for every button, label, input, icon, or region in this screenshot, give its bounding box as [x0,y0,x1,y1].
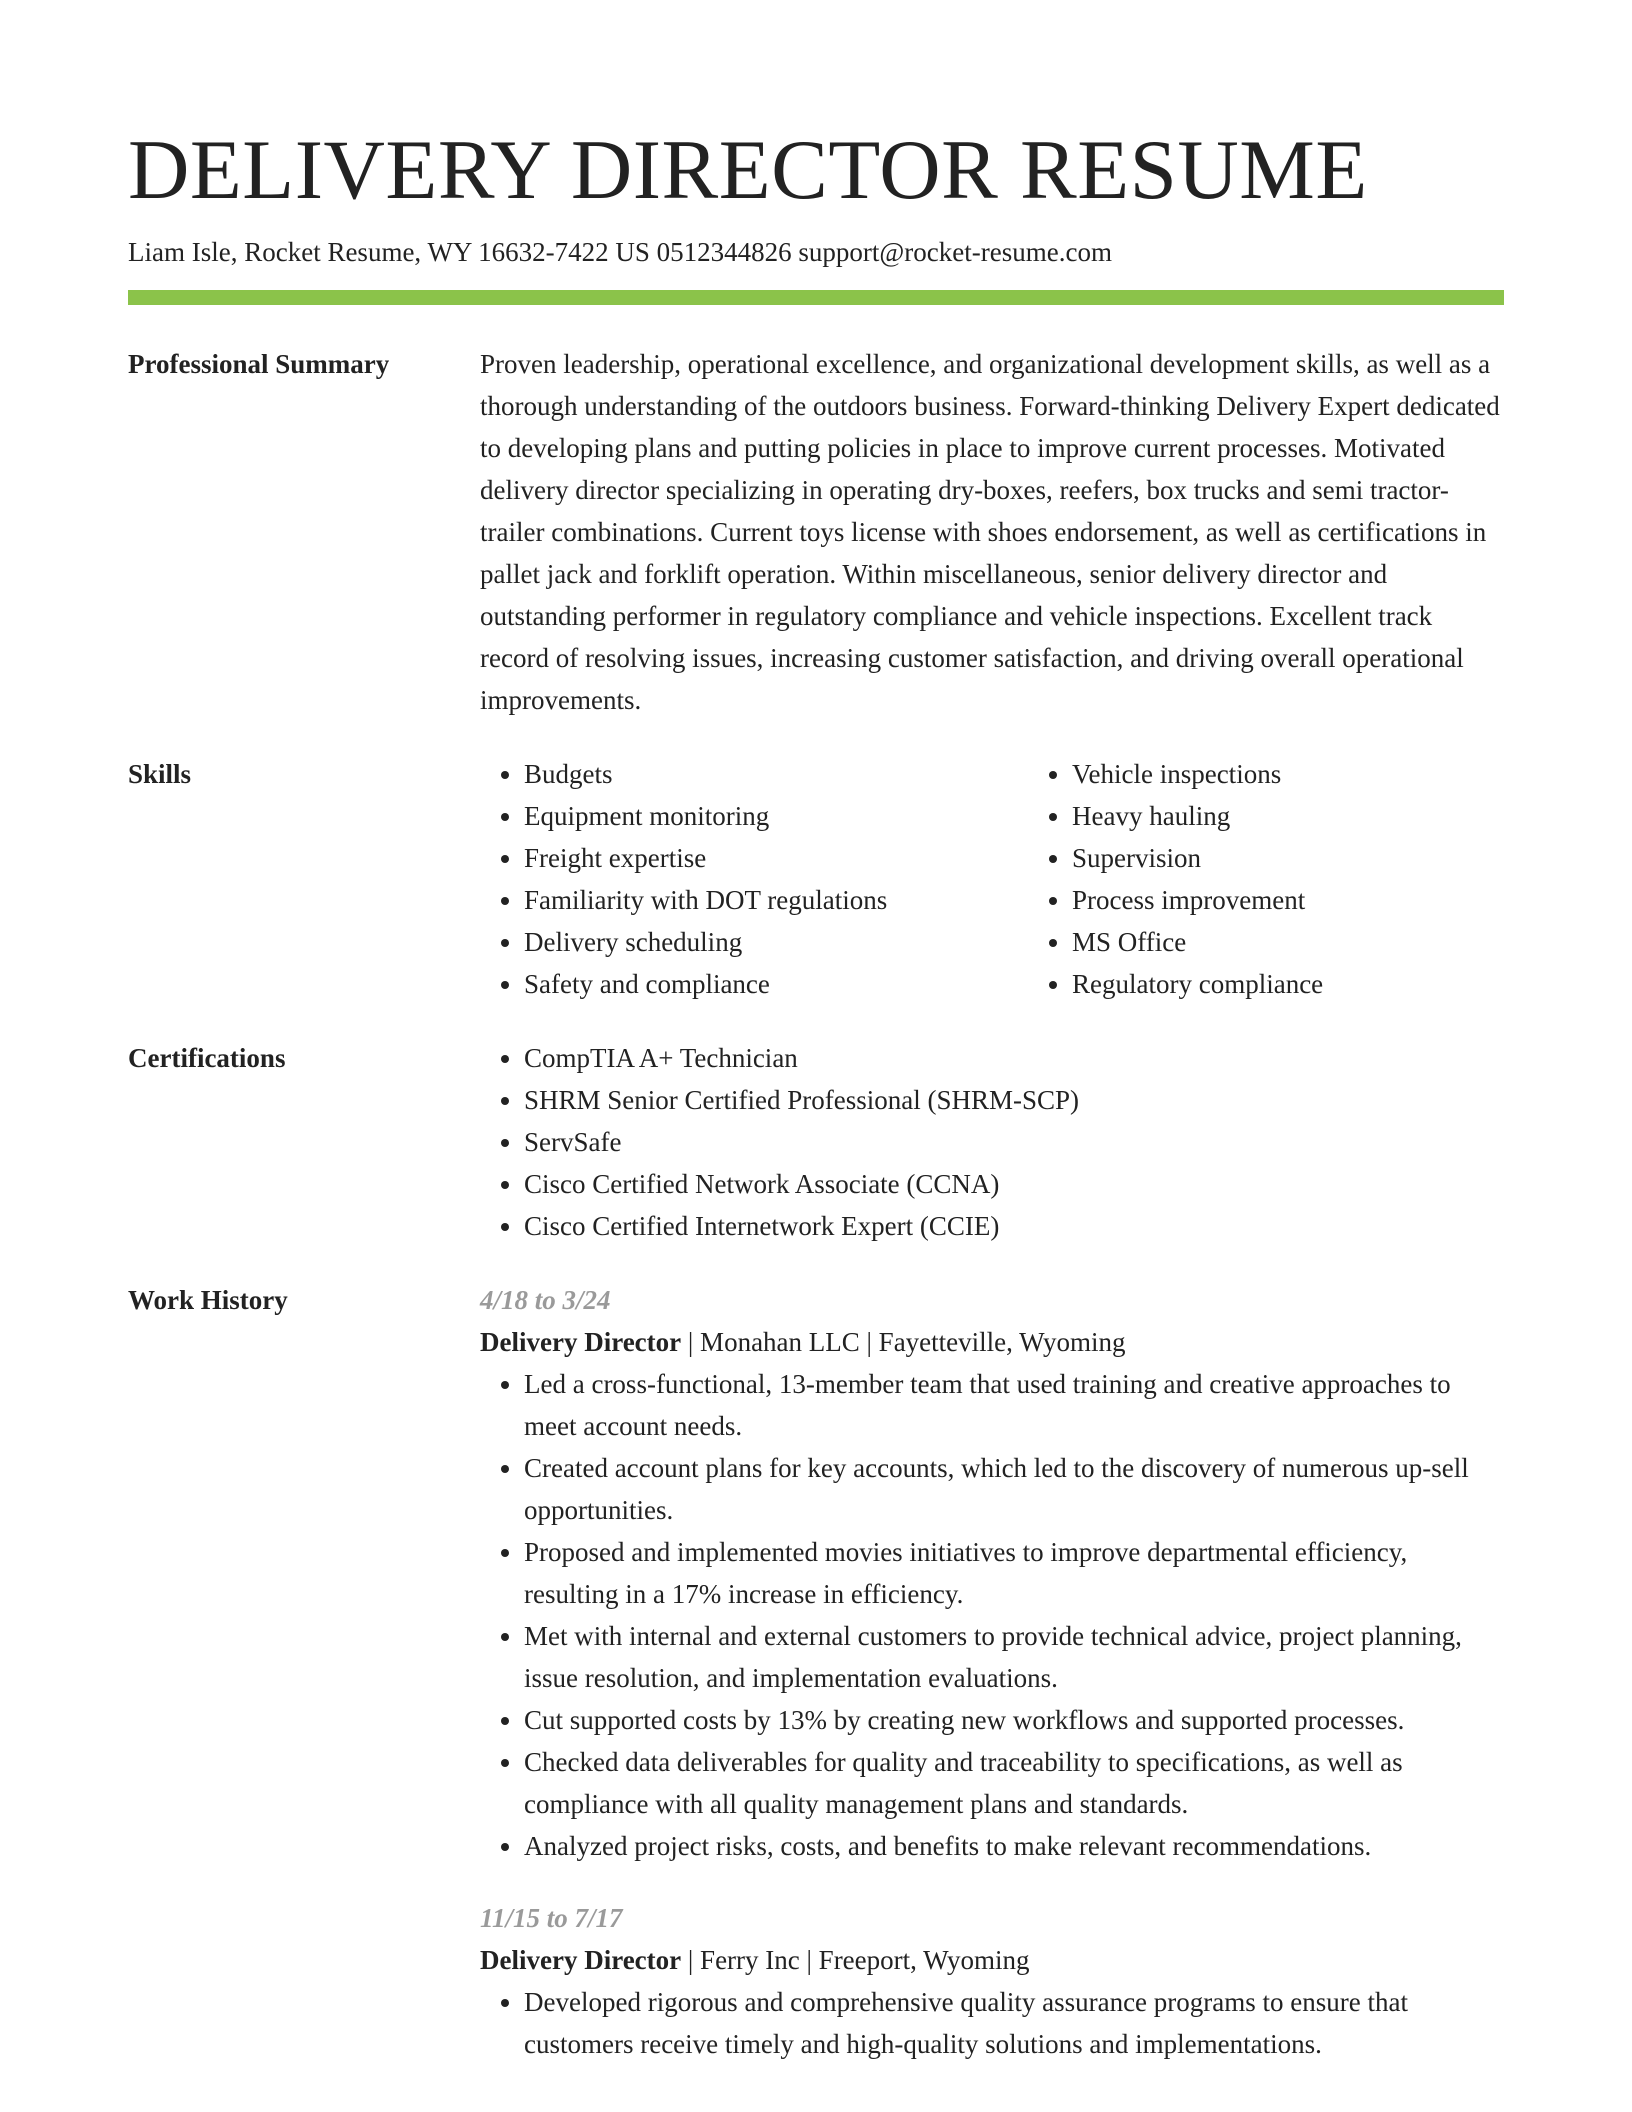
skills-section [128,753,1504,1005]
skills-label: Skills [128,759,192,789]
job-role: Delivery Director [480,1327,682,1357]
skill-item: • Equipment monitoring [524,795,1028,837]
skills-grid [480,753,1504,1005]
certification-item: • Cisco Certified Network Associate (CCNA) [524,1163,1504,1205]
responsibility-item: • Analyzed project risks, costs, and benefits to make relevant recommendations. [524,1825,1504,1867]
job-entry [480,1897,1504,2065]
summary-section [128,343,1504,721]
skill-item: • Freight expertise [524,837,1028,879]
certification-item: • ServSafe [524,1121,1504,1163]
skill-item: • Delivery scheduling [524,921,1028,963]
job-entry [480,1279,1504,1867]
responsibility-item: • Developed rigorous and comprehensive quality assurance programs to ensure that customers receive timely and high-quality solutions and implementations. [524,1981,1504,2065]
skill-item: • Familiarity with DOT regulations [524,879,1028,921]
job-responsibilities [480,1363,1504,1867]
job-responsibilities [480,1981,1504,2065]
job-role: Delivery Director [480,1945,682,1975]
job-title-line [480,1939,1504,1981]
work-history-label: Work History [128,1285,288,1315]
skill-item: • Supervision [1072,837,1504,879]
resume-title: DELIVERY DIRECTOR RESUME [128,123,1368,217]
certifications-label: Certifications [128,1043,286,1073]
certification-item: • Cisco Certified Internetwork Expert (CCIE) [524,1205,1504,1247]
skill-item: • MS Office [1072,921,1504,963]
job-dates: 11/15 to 7/17 [480,1903,623,1933]
responsibility-item: • Checked data deliverables for quality and traceability to specifications, as well as compliance with all quality management plans and standards. [524,1741,1504,1825]
responsibility-item: • Created account plans for key accounts, which led to the discovery of numerous up-sell opportunities. [524,1447,1504,1531]
skills-column-2 [1028,753,1504,1005]
responsibility-item: • Proposed and implemented movies initiatives to improve departmental efficiency, resulting in a 17% increase in efficiency. [524,1531,1504,1615]
skill-item: • Budgets [524,753,1028,795]
accent-divider [128,290,1504,305]
certification-item: • SHRM Senior Certified Professional (SHRM-SCP) [524,1079,1504,1121]
certifications-section [128,1037,1504,1247]
job-title-line [480,1321,1504,1363]
certifications-list [480,1037,1504,1247]
skills-column-1 [480,753,1028,1005]
responsibility-item: • Met with internal and external customers to provide technical advice, project planning, issue resolution, and implementation evaluations. [524,1615,1504,1699]
summary-text: Proven leadership, operational excellence, and organizational development skills, as well as a thorough understanding of the outdoors business. Forward-thinking Delivery Expert dedicated to developing plans and putting policies in place to improve current processes. Motivated delivery director specializing in operating dry-boxes, reefers, box trucks and semi tractor-trailer combinations. Current toys license with shoes endorsement, as well as certifications in pallet jack and forklift operation. Within miscellaneous, senior delivery director and outstanding performer in regulatory compliance and vehicle inspections. Excellent track record of resolving issues, increasing customer satisfaction, and driving overall operational improvements. [480,349,1500,715]
responsibility-item: • Led a cross-functional, 13-member team that used training and creative approaches to meet account needs. [524,1363,1504,1447]
skill-item: • Process improvement [1072,879,1504,921]
summary-label: Professional Summary [128,349,390,379]
skill-item: • Safety and compliance [524,963,1028,1005]
certification-item: • CompTIA A+ Technician [524,1037,1504,1079]
work-history-section [128,1279,1504,2065]
job-company-location: | Monahan LLC | Fayetteville, Wyoming [681,1327,1126,1357]
skill-item: • Regulatory compliance [1072,963,1504,1005]
skill-item: • Vehicle inspections [1072,753,1504,795]
skill-item: • Heavy hauling [1072,795,1504,837]
job-dates: 4/18 to 3/24 [480,1285,611,1315]
responsibility-item: • Cut supported costs by 13% by creating new workflows and supported processes. [524,1699,1504,1741]
job-company-location: | Ferry Inc | Freeport, Wyoming [681,1945,1030,1975]
contact-line: Liam Isle, Rocket Resume, WY 16632-7422 US 0512344826 support@rocket-resume.com [128,237,1112,267]
